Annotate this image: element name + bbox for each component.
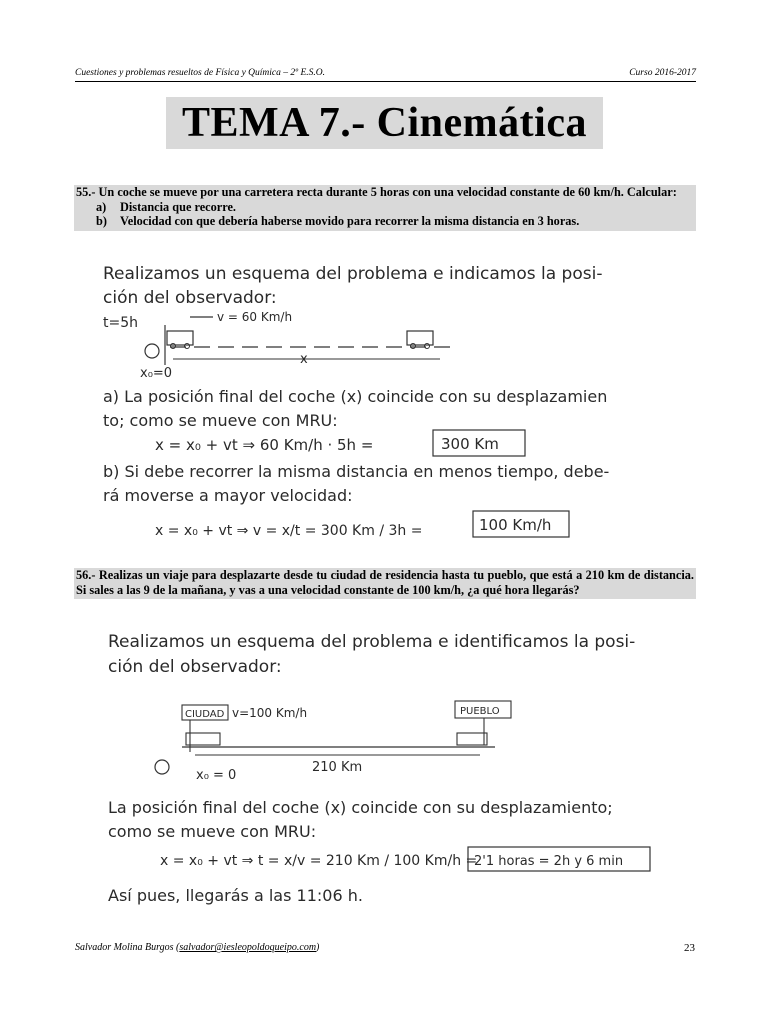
wheel-icon [411,344,416,349]
observer-eye-icon [155,760,169,774]
observer-eye-icon [145,344,159,358]
running-header [75,68,696,82]
part-a-equation: x = x₀ + vt ⇒ 60 Km/h · 5h = [155,436,374,454]
solution-56-equation: x = x₀ + vt ⇒ t = x/v = 210 Km / 100 Km/h = [160,853,478,869]
problem-55-statement: 55.- Un coche se mueve por una carretera recta durante 5 horas con una velocidad constante de 60 km/h. Calcular: [76,185,677,199]
velocity-label: v = 60 Km/h [217,310,293,324]
distance-label: 210 Km [312,760,363,775]
header-course-title: Cuestiones y problemas resueltos de Física y Química – 2º E.S.O. [75,68,325,78]
time-label: t=5h [103,315,138,331]
solution-55-intro-2: ción del observador: [103,288,277,308]
part-a-line-2: to; como se mueve con MRU: [103,411,338,430]
solution-56-handwritten [100,625,675,915]
part-b-equation: x = x₀ + vt ⇒ v = x/t = 300 Km / 3h = [155,523,423,539]
solution-55-intro-1: Realizamos un esquema del problema e indicamos la posi- [103,264,603,284]
part-b-line-1: b) Si debe recorrer la misma distancia en menos tiempo, debe- [103,462,610,481]
pueblo-label: PUEBLO [460,706,500,717]
part-b-line-2: rá moverse a mayor velocidad: [103,486,353,505]
wheel-icon [185,344,190,349]
solution-56-line-1: La posición final del coche (x) coincide con su desplazamiento; [108,798,613,817]
page-title: TEMA 7.- Cinemática [182,100,587,146]
wheel-icon [425,344,430,349]
page-number: 23 [684,942,695,954]
car-icon [457,733,487,745]
solution-56-intro-1: Realizamos un esquema del problema e identificamos la posi- [108,632,636,652]
ciudad-label: CIUDAD [185,709,225,720]
problem-56 [74,568,696,599]
part-a-result: 300 Km [441,435,499,453]
solution-56-line-2: como se mueve con MRU: [108,822,317,841]
x0-label: x₀ = 0 [196,768,237,783]
author-email-link[interactable]: salvador@iesleopoldoqueipo.com [179,942,317,953]
list-item: a) Distancia que recorre. [96,199,236,214]
solution-55-handwritten [95,255,670,555]
title-box [166,97,603,149]
problem-55-items [74,200,696,231]
x0-label: x₀=0 [140,366,173,381]
solution-56-result: 2'1 horas = 2h y 6 min [474,854,624,869]
problem-55 [74,185,696,231]
car-icon [407,331,433,345]
part-a-line-1: a) La posición final del coche (x) coincide con su desplazamien [103,387,608,406]
problem-56-statement: 56.- Realizas un viaje para desplazarte desde tu ciudad de residencia hasta tu pueblo, que está a 210 km de distancia. Si sales a las 9 de la mañana, y vas a una velocidad constante de 100 km/h, ¿a qué hora llegarás? [76,568,694,597]
list-item: b) Velocidad con que debería haberse movido para recorrer la misma distancia en 3 horas. [96,214,580,229]
car-icon [186,733,220,745]
velocity-label: v=100 Km/h [232,706,308,720]
x-label: x [300,352,308,367]
solution-56-conclusion: Así pues, llegarás a las 11:06 h. [108,886,363,905]
car-icon [167,331,193,345]
wheel-icon [171,344,176,349]
header-year: Curso 2016-2017 [629,68,696,78]
solution-56-intro-2: ción del observador: [108,657,282,677]
footer-author: Salvador Molina Burgos (salvador@iesleopoldoqueipo.com) [75,942,320,953]
part-b-result: 100 Km/h [479,516,552,534]
